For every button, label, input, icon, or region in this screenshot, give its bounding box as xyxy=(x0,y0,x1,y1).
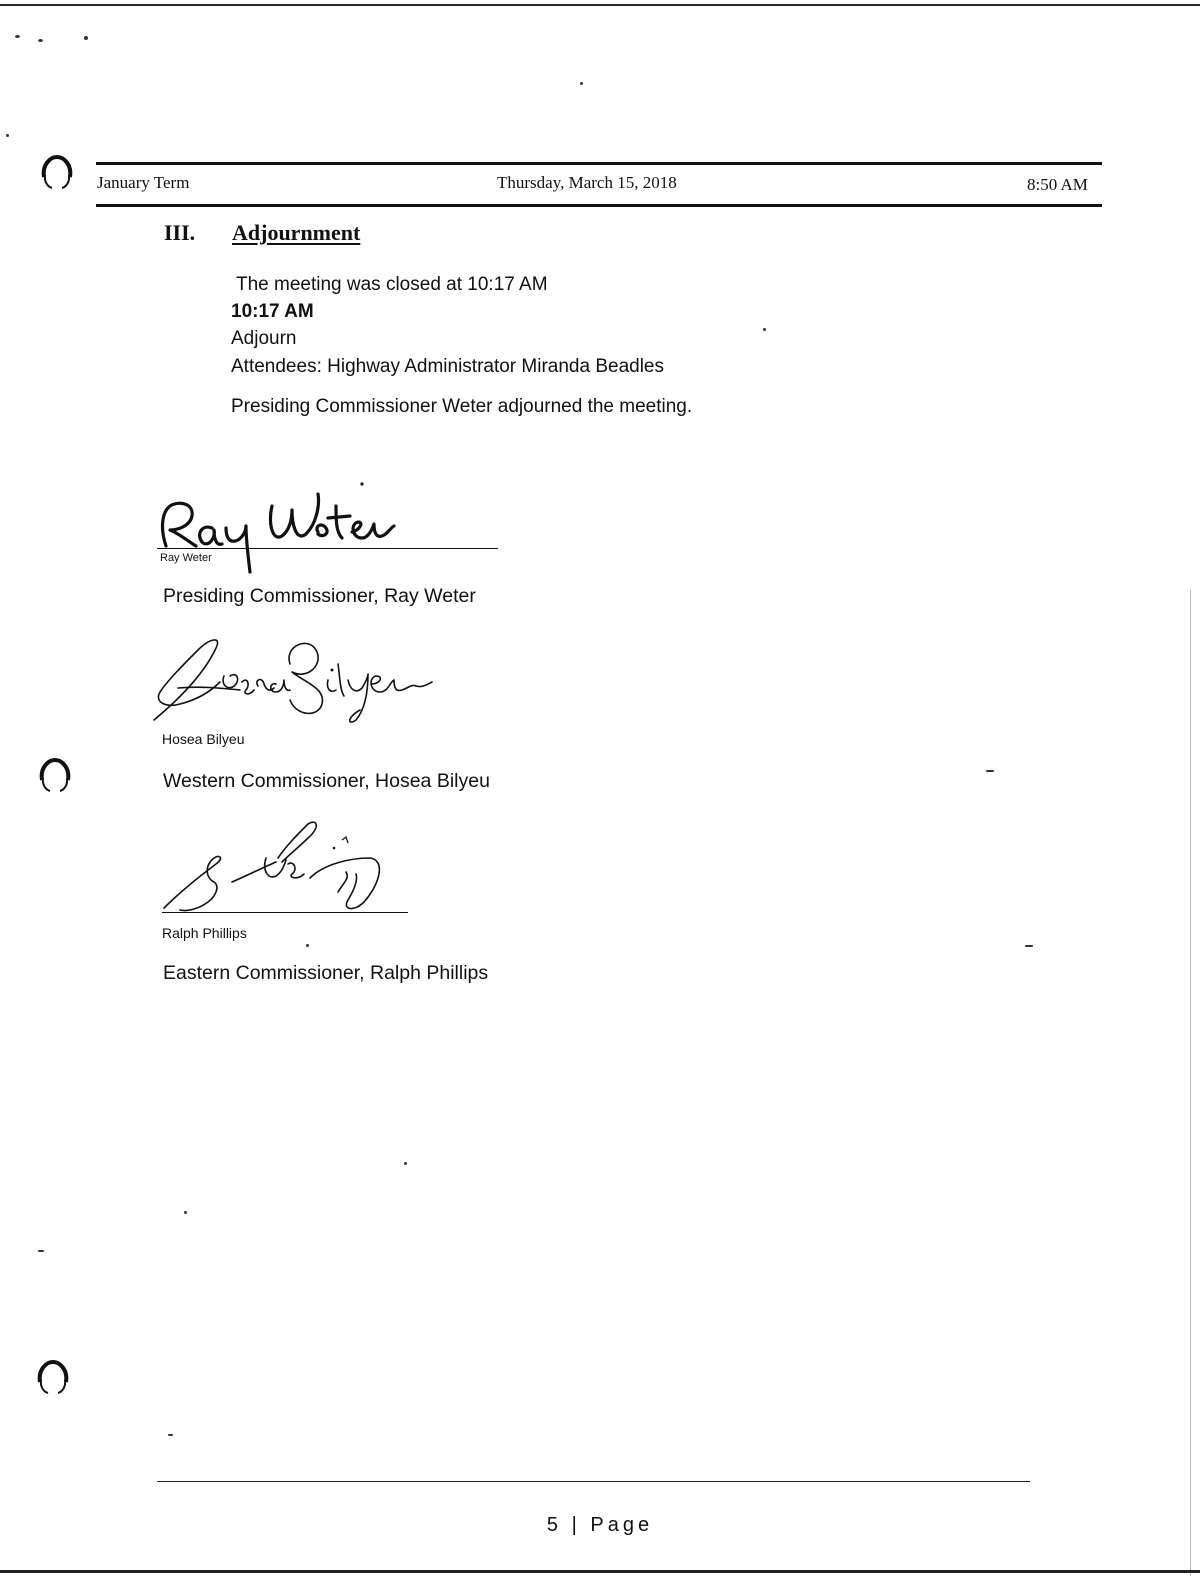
scan-speck xyxy=(986,770,994,772)
binder-hole xyxy=(40,155,74,189)
header-bottom-rule xyxy=(96,204,1102,207)
scan-speck xyxy=(184,1211,187,1214)
header-top-rule xyxy=(96,162,1102,165)
signatory-title-ray-weter: Presiding Commissioner, Ray Weter xyxy=(163,585,476,607)
adjourned-statement: Presiding Commissioner Weter adjourned the meeting. xyxy=(231,396,693,417)
page-number: 5 | Page xyxy=(546,1514,654,1536)
scan-speck xyxy=(15,35,20,38)
scan-speck xyxy=(306,944,309,947)
scan-edge-top xyxy=(0,4,1200,6)
scan-speck xyxy=(38,39,43,42)
section-title: Adjournment xyxy=(232,220,361,245)
header-date: Thursday, March 15, 2018 xyxy=(497,173,677,192)
signature-line xyxy=(162,912,408,913)
printed-name-ray-weter: Ray Weter xyxy=(160,552,212,564)
header-time: 8:50 AM xyxy=(1027,175,1088,194)
printed-name-ralph-phillips: Ralph Phillips xyxy=(162,925,247,941)
header-term: January Term xyxy=(97,173,190,192)
scan-speck xyxy=(84,36,88,40)
signature-ray-weter xyxy=(150,476,450,580)
scan-speck xyxy=(763,328,766,331)
adjourn-time: 10:17 AM xyxy=(231,301,314,322)
meeting-closed-text: The meeting was closed at 10:17 AM xyxy=(236,274,548,295)
binder-hole xyxy=(36,1360,70,1394)
signature-hosea-bilyeu xyxy=(150,634,450,724)
scan-speck xyxy=(6,134,9,137)
scan-edge-bottom xyxy=(0,1570,1200,1573)
scan-speck xyxy=(404,1162,407,1165)
attendees-text: Attendees: Highway Administrator Miranda Beadles xyxy=(231,356,665,377)
scan-speck xyxy=(168,1434,173,1436)
scan-speck xyxy=(580,82,583,85)
footer-rule xyxy=(157,1481,1030,1482)
scan-speck xyxy=(38,1250,44,1252)
section-number: III. xyxy=(164,220,196,245)
signatory-title-ralph-phillips: Eastern Commissioner, Ralph Phillips xyxy=(163,962,489,984)
adjourn-action: Adjourn xyxy=(231,328,297,349)
binder-hole xyxy=(38,758,72,792)
signatory-title-hosea-bilyeu: Western Commissioner, Hosea Bilyeu xyxy=(163,770,490,792)
signature-line xyxy=(157,548,498,549)
signature-ralph-phillips xyxy=(158,818,418,918)
scan-speck xyxy=(1025,945,1033,947)
printed-name-hosea-bilyeu: Hosea Bilyeu xyxy=(162,731,245,747)
scan-edge-right xyxy=(1190,590,1191,1576)
